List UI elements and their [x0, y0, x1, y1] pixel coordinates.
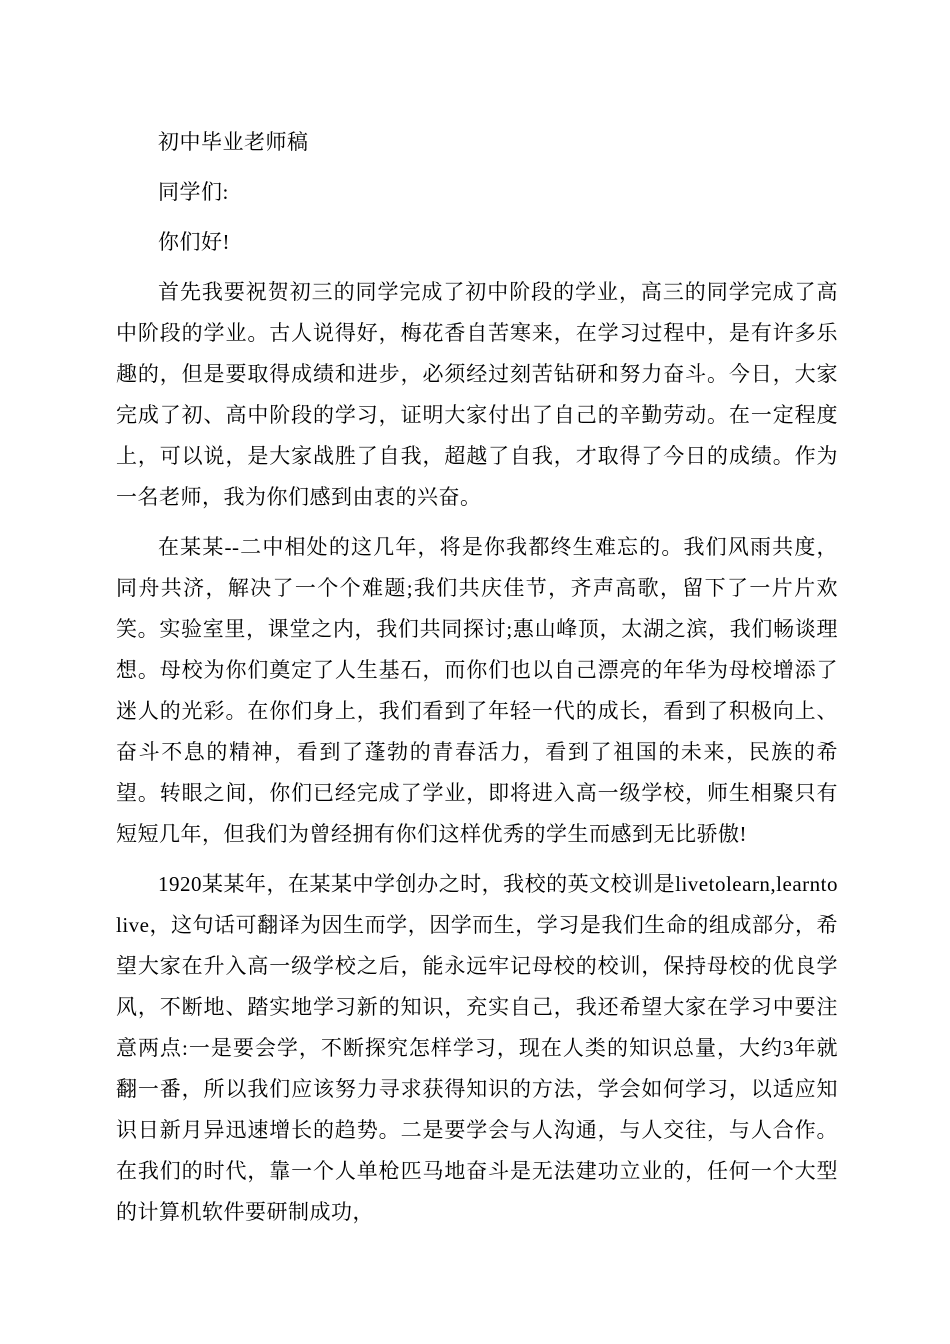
- salutation-line: 同学们:: [158, 180, 229, 204]
- body-paragraph-3: 1920某某年，在某某中学创办之时，我校的英文校训是livetolearn,learntolive，这句话可翻译为因生而学，因学而生，学习是我们生命的组成部分，希望大家在升入高一级学校之后，能永远牢记母校的校训，保持母校的优良学风，不断地、踏实地学习新的知识，充实自己，我还希望大家在学习中要注意两点:一是要会学，不断探究怎样学习，现在人类的知识总量，大约3年就翻一番，所以我们应该努力寻求获得知识的方法，学会如何学习，以适应知识日新月异迅速增长的趋势。二是要学会与人沟通，与人交往，与人合作。在我们的时代，靠一个人单枪匹马地奋斗是无法建功立业的，任何一个大型的计算机软件要研制成功，: [116, 872, 838, 1224]
- greeting-line: 你们好!: [158, 230, 230, 254]
- document-title: 初中毕业老师稿: [158, 130, 309, 154]
- body-paragraph-1: 首先我要祝贺初三的同学完成了初中阶段的学业，高三的同学完成了高中阶段的学业。古人说得好，梅花香自苦寒来，在学习过程中，是有许多乐趣的，但是要取得成绩和进步，必须经过刻苦钻研和努力奋斗。今日，大家完成了初、高中阶段的学习，证明大家付出了自己的辛勤劳动。在一定程度上，可以说，是大家战胜了自我，超越了自我，才取得了今日的成绩。作为一名老师，我为你们感到由衷的兴奋。: [116, 280, 838, 509]
- body-paragraph-2: 在某某--二中相处的这几年，将是你我都终生难忘的。我们风雨共度，同舟共济，解决了一个个难题;我们共庆佳节，齐声高歌，留下了一片片欢笑。实验室里，课堂之内，我们共同探讨;惠山峰顶，太湖之滨，我们畅谈理想。母校为你们奠定了人生基石，而你们也以自己漂亮的年华为母校增添了迷人的光彩。在你们身上，我们看到了年轻一代的成长，看到了积极向上、奋斗不息的精神，看到了蓬勃的青春活力，看到了祖国的未来，民族的希望。转眼之间，你们已经完成了学业，即将进入高一级学校，师生相聚只有短短几年，但我们为曾经拥有你们这样优秀的学生而感到无比骄傲!: [116, 535, 838, 846]
